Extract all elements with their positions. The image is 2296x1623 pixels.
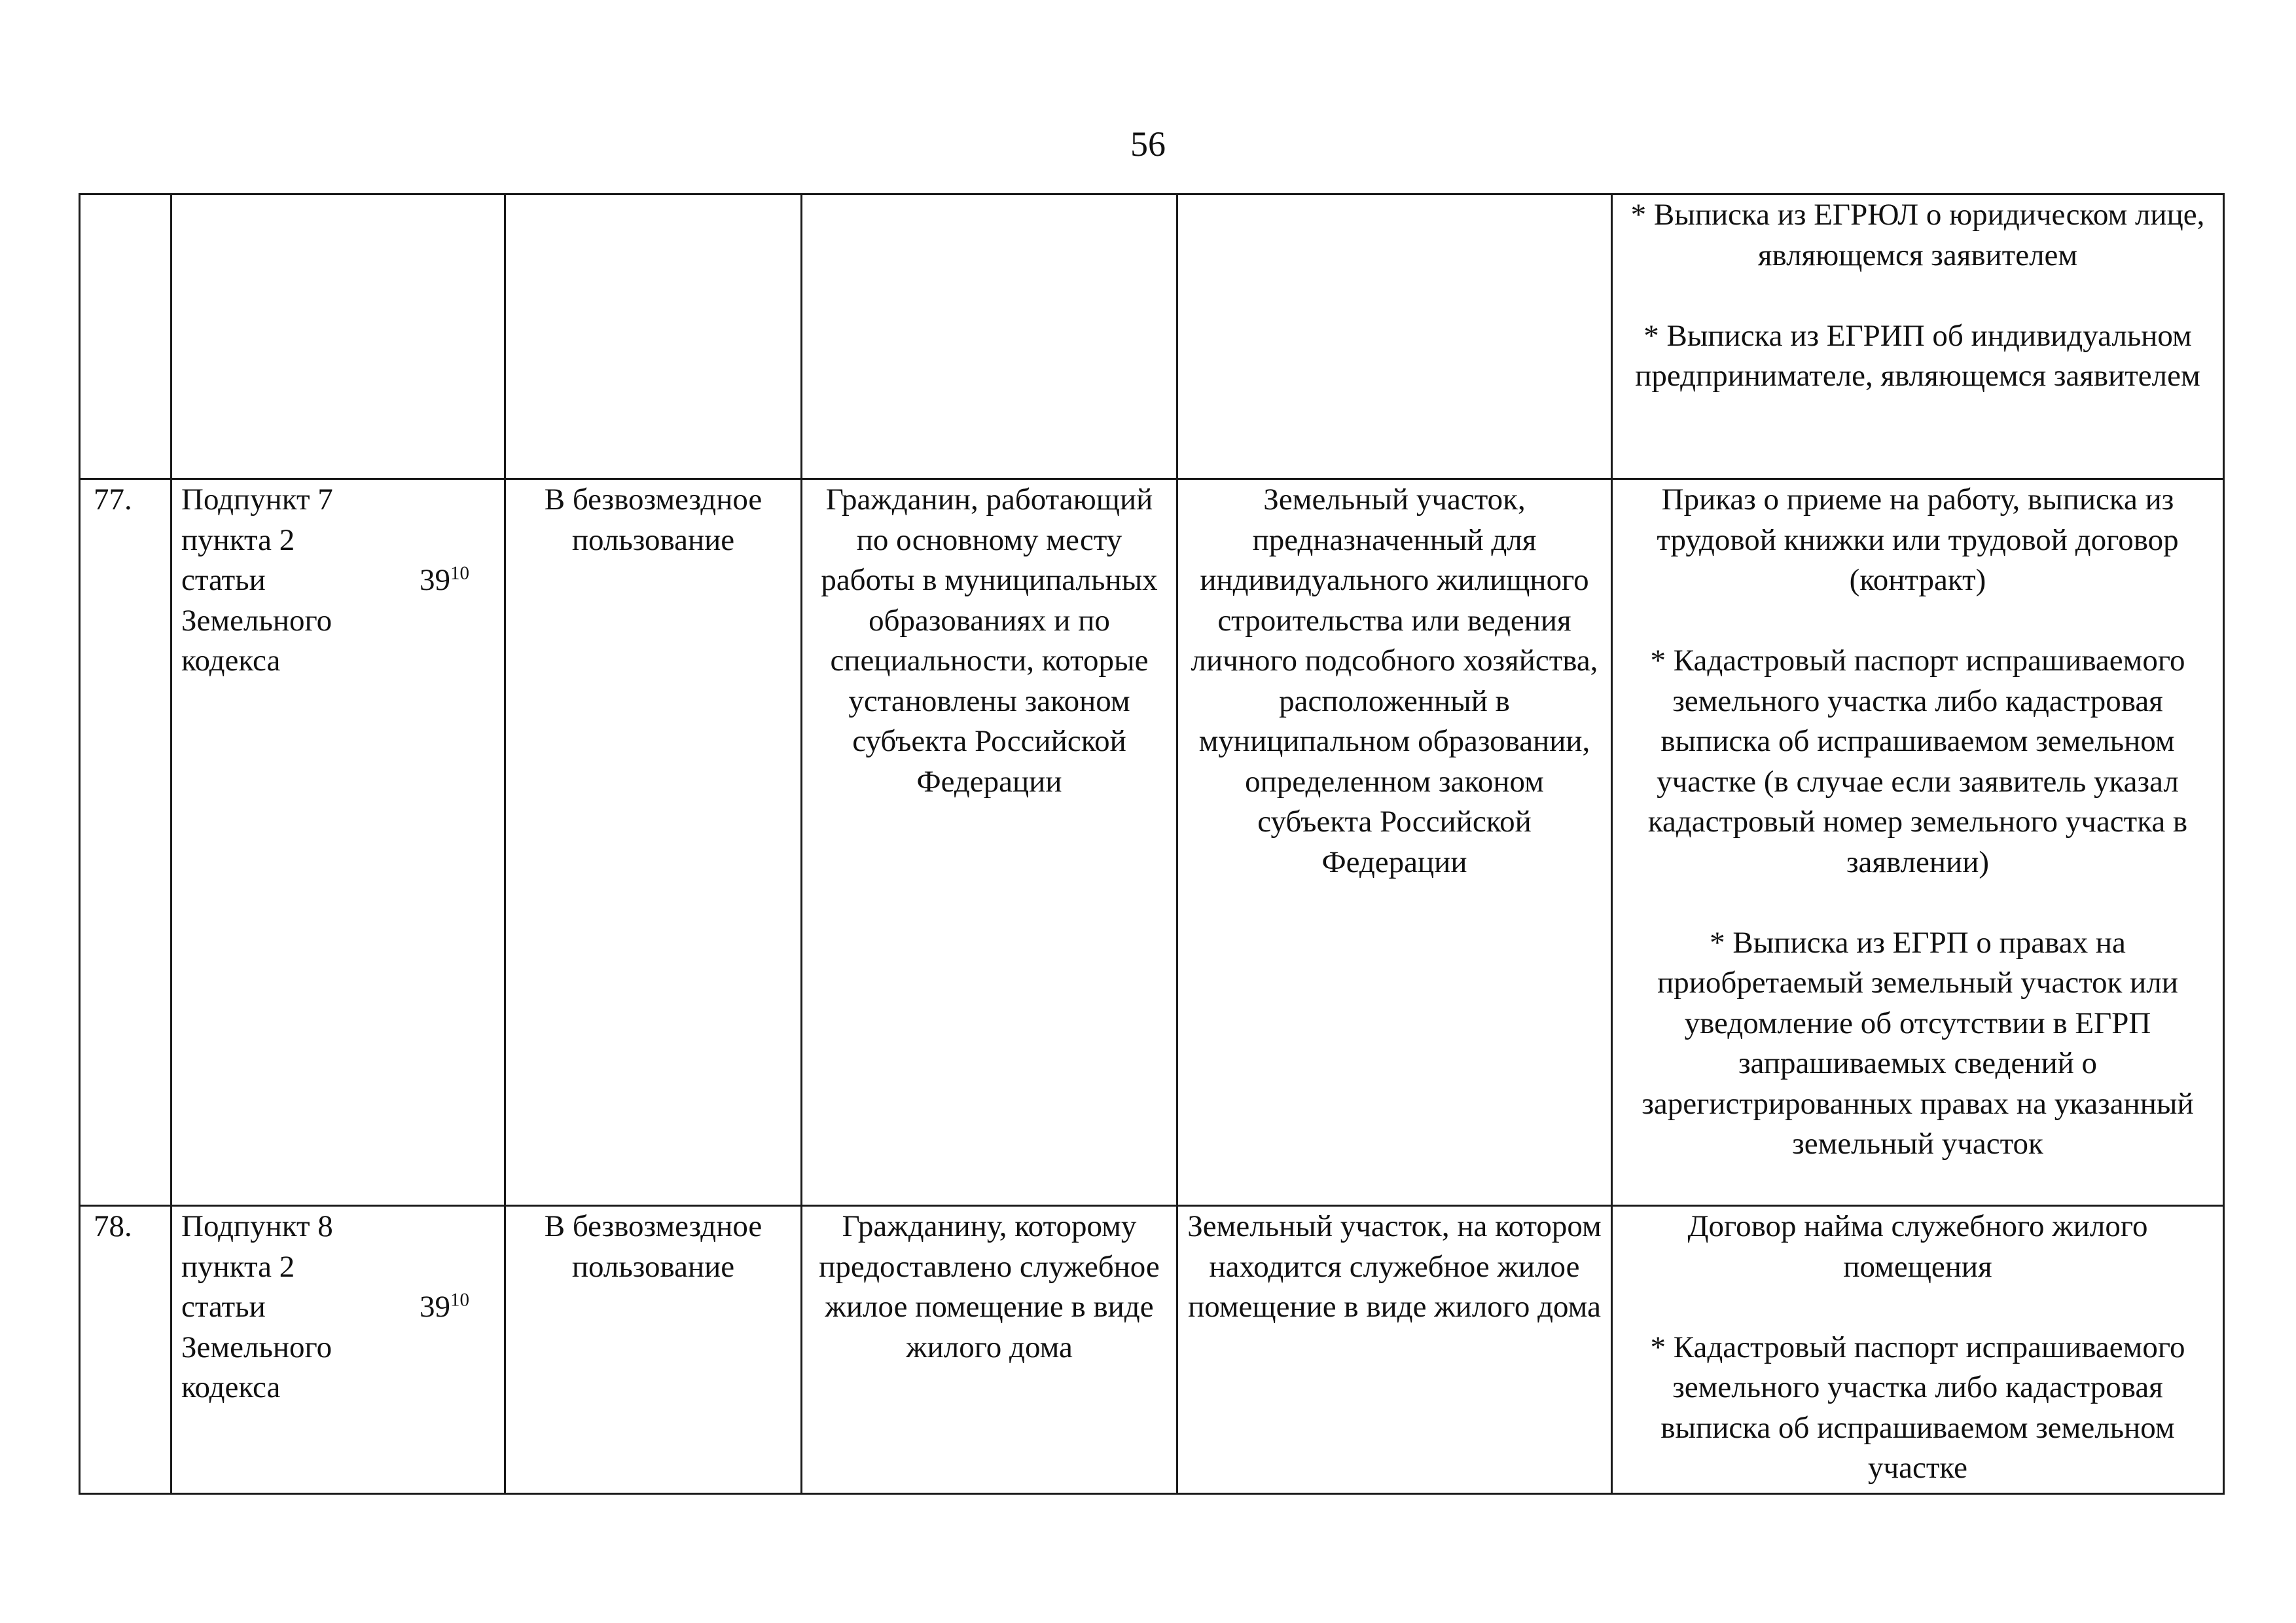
document-item: * Кадастровый паспорт испрашиваемого земельного участка либо кадастровая выписка об испрашиваемом земельном участке (в случае если заявитель указал кадастровый номер земельного участка в заявлении) bbox=[1647, 644, 2188, 879]
article-word: статьи bbox=[181, 563, 266, 597]
table-row-continuation bbox=[80, 194, 2224, 479]
document-item: * Выписка из ЕГРП о правах на приобретаемый земельный участок или уведомление об отсутствии в ЕГРП запрашиваемых сведений о зарегистрированных правах на указанный земельный участок bbox=[1641, 925, 2194, 1161]
cell-legal-basis bbox=[171, 479, 505, 1206]
cell-right-type: В безвозмездное пользование bbox=[505, 479, 802, 1206]
cell-documents bbox=[1612, 1206, 2224, 1494]
cell-land-plot-empty bbox=[1177, 194, 1612, 479]
cell-applicant: Гражданину, которому предоставлено служебное жилое помещение в виде жилого дома bbox=[802, 1206, 1177, 1494]
document-item: * Выписка из ЕГРЮЛ о юридическом лице, являющемся заявителем bbox=[1630, 198, 2205, 272]
table-row bbox=[80, 1206, 2224, 1494]
basis-line: Подпункт 7 bbox=[181, 483, 333, 517]
table-row bbox=[80, 479, 2224, 1206]
cell-right-type: В безвозмездное пользование bbox=[505, 1206, 802, 1494]
article-word: статьи bbox=[181, 1290, 266, 1324]
cell-number-empty bbox=[80, 194, 171, 479]
document-item: * Выписка из ЕГРИП об индивидуальном предпринимателе, являющемся заявителем bbox=[1635, 318, 2200, 393]
cell-applicant-empty bbox=[802, 194, 1177, 479]
cell-land-plot: Земельный участок, предназначенный для индивидуального жилищного строительства или ведения личного подсобного хозяйства, расположенный в муниципальном образовании, определенном законом субъекта Российской Федерации bbox=[1177, 479, 1612, 1206]
page-number: 56 bbox=[1130, 124, 1166, 164]
article-superscript: 10 bbox=[450, 562, 469, 584]
basis-line: Земельного bbox=[181, 1330, 332, 1364]
row-number: 78. bbox=[80, 1206, 171, 1494]
article-number: $39^{10}$ bbox=[420, 562, 469, 597]
cell-documents bbox=[1612, 194, 2224, 479]
document-item: * Кадастровый паспорт испрашиваемого земельного участка либо кадастровая выписка об испрашиваемом земельном участке bbox=[1650, 1330, 2185, 1485]
article-superscript: 10 bbox=[450, 1289, 469, 1311]
basis-line: Земельного bbox=[181, 603, 332, 638]
land-allocation-table bbox=[79, 193, 2225, 1495]
basis-line: кодекса bbox=[181, 644, 281, 678]
cell-basis-empty bbox=[171, 194, 505, 479]
article-line bbox=[181, 1287, 469, 1328]
article-line bbox=[181, 560, 469, 601]
row-number: 77. bbox=[80, 479, 171, 1206]
document-item: Приказ о приеме на работу, выписка из трудовой книжки или трудовой договор (контракт) bbox=[1657, 483, 2179, 597]
cell-right-type-empty bbox=[505, 194, 802, 479]
cell-land-plot: Земельный участок, на котором находится служебное жилое помещение в виде жилого дома bbox=[1177, 1206, 1612, 1494]
cell-documents bbox=[1612, 479, 2224, 1206]
document-item: Договор найма служебного жилого помещения bbox=[1687, 1209, 2148, 1284]
cell-legal-basis bbox=[171, 1206, 505, 1494]
basis-line: Подпункт 8 bbox=[181, 1209, 333, 1243]
basis-line: кодекса bbox=[181, 1370, 281, 1404]
basis-line: пункта 2 bbox=[181, 522, 295, 557]
cell-applicant: Гражданин, работающий по основному месту работы в муниципальных образованиях и по специальности, которые установлены законом субъекта Российской Федерации bbox=[802, 479, 1177, 1206]
article-number: $39^{10}$ bbox=[420, 1289, 469, 1324]
basis-line: пункта 2 bbox=[181, 1249, 295, 1284]
